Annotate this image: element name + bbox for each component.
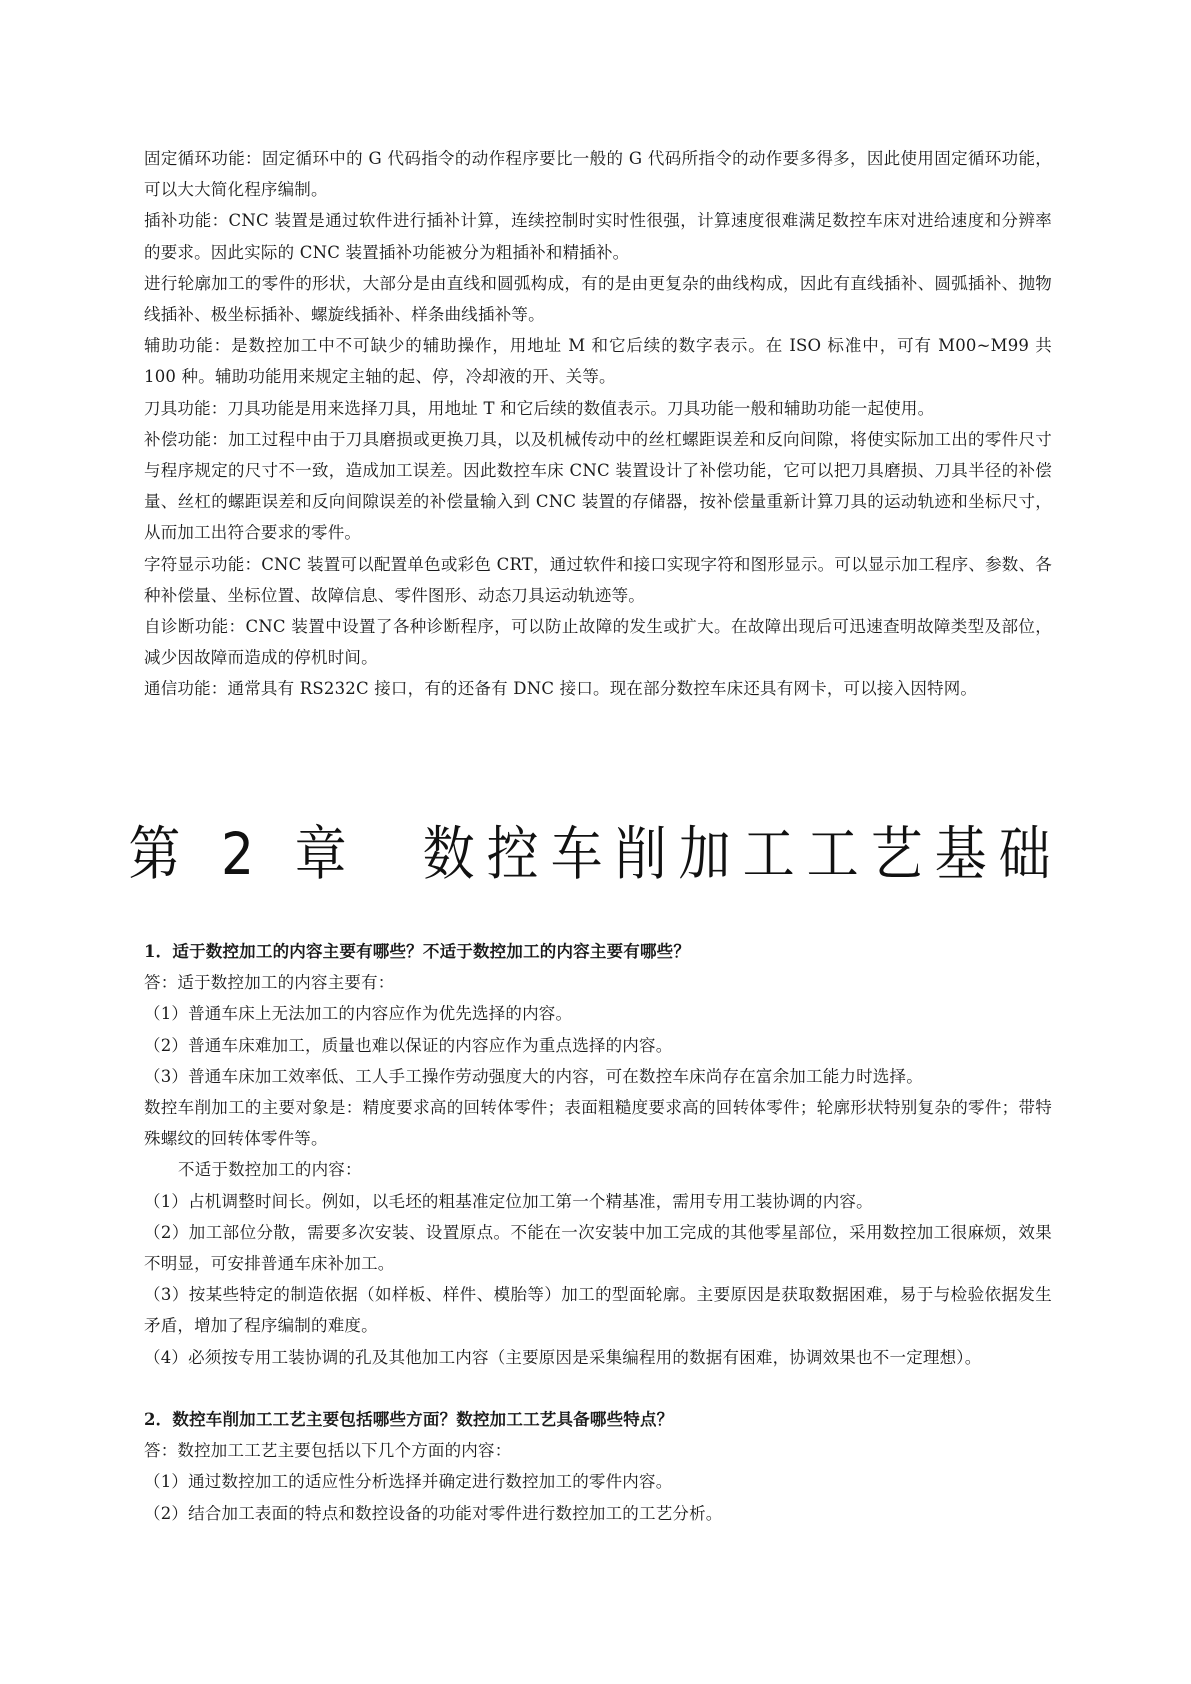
paragraph-compensation: 补偿功能：加工过程中由于刀具磨损或更换刀具，以及机械传动中的丝杠螺距误差和反向间隙，将使实际加工出的零件尺寸与程序规定的尺寸不一致，造成加工误差。因此数控车床 CNC 装置设计了补偿功能，它可以把刀具磨损、刀具半径的补偿量、丝杠的螺距误差和反向间隙误差的补偿量输入到 CNC 装置的存储器，按补偿量重新计算刀具的运动轨迹和坐标尺寸，从而加工出符合要求的零件。 (144, 429, 1052, 543)
paragraph-tool-function: 刀具功能：刀具功能是用来选择刀具，用地址 T 和它后续的数值表示。刀具功能一般和辅助功能一起使用。 (144, 398, 935, 418)
paragraph-communication: 通信功能：通常具有 RS232C 接口，有的还备有 DNC 接口。现在部分数控车床还具有网卡，可以接入因特网。 (144, 679, 978, 699)
suitable-item: （1）普通车床上无法加工的内容应作为优先选择的内容。 (144, 1004, 573, 1024)
unsuitable-item: （3）按某些特定的制造依据（如样板、样件、模胎等）加工的型面轮廓。主要原因是获取数据困难，易于与检验依据发生矛盾，增加了程序编制的难度。 (144, 1285, 1052, 1336)
suitable-item: （3）普通车床加工效率低、工人手工操作劳动强度大的内容，可在数控车床尚存在富余加工能力时选择。 (144, 1066, 923, 1086)
process-item: （1）通过数控加工的适应性分析选择并确定进行数控加工的零件内容。 (144, 1472, 673, 1492)
unsuitable-item: （1）占机调整时间长。例如，以毛坯的粗基准定位加工第一个精基准，需用专用工装协调的内容。 (144, 1191, 873, 1211)
main-objects-paragraph: 数控车削加工的主要对象是：精度要求高的回转体零件；表面粗糙度要求高的回转体零件；轮廓形状特别复杂的零件；带特殊螺纹的回转体零件等。 (144, 1098, 1052, 1149)
question-2-heading: 2．数控车削加工工艺主要包括哪些方面？数控加工工艺具备哪些特点？ (144, 1410, 674, 1429)
question-1-heading: 1．适于数控加工的内容主要有哪些？不适于数控加工的内容主要有哪些？ (144, 942, 691, 961)
paragraph-contour-machining: 进行轮廓加工的零件的形状，大部分是由直线和圆弧构成，有的是由更复杂的曲线构成，因此有直线插补、圆弧插补、抛物线插补、极坐标插补、螺旋线插补、样条曲线插补等。 (144, 273, 1052, 325)
question-2-section (144, 1404, 1052, 1529)
chapter-title: 第 2 章 数控车削加工工艺基础 (128, 821, 1063, 889)
process-item: （2）结合加工表面的特点和数控设备的功能对零件进行数控加工的工艺分析。 (144, 1503, 723, 1523)
paragraph-auxiliary-function: 辅助功能：是数控加工中不可缺少的辅助操作，用地址 M 和它后续的数字表示。在 ISO 标准中，可有 M00~M99 共 100 种。辅助功能用来规定主轴的起、停，冷却液的开、关等。 (144, 336, 1052, 387)
unsuitable-item: （2）加工部位分散，需要多次安装、设置原点。不能在一次安装中加工完成的其他零星部位，采用数控加工很麻烦，效果不明显，可安排普通车床补加工。 (144, 1222, 1052, 1274)
answer-1-intro: 答：适于数控加工的内容主要有： (144, 973, 395, 993)
paragraph-interpolation: 插补功能：CNC 装置是通过软件进行插补计算，连续控制时实时性很强，计算速度很难满足数控车床对进给速度和分辨率的要求。因此实际的 CNC 装置插补功能被分为粗插补和精插补。 (144, 211, 1052, 262)
unsuitable-intro: 不适于数控加工的内容： (178, 1160, 362, 1180)
paragraph-self-diagnosis: 自诊断功能：CNC 装置中设置了各种诊断程序，可以防止故障的发生或扩大。在故障出现后可迅速查明故障类型及部位，减少因故障而造成的停机时间。 (144, 617, 1052, 668)
unsuitable-item: （4）必须按专用工装协调的孔及其他加工内容（主要原因是采集编程用的数据有困难，协调效果也不一定理想）。 (144, 1347, 982, 1367)
paragraph-character-display: 字符显示功能：CNC 装置可以配置单色或彩色 CRT，通过软件和接口实现字符和图形显示。可以显示加工程序、参数、各种补偿量、坐标位置、故障信息、零件图形、动态刀具运动轨迹等。 (144, 554, 1052, 605)
paragraph-fixed-cycle: 固定循环功能：固定循环中的 G 代码指令的动作程序要比一般的 G 代码所指令的动作要多得多，因此使用固定循环功能，可以大大简化程序编制。 (144, 149, 1052, 200)
function-descriptions (144, 143, 1052, 705)
question-1-section (144, 936, 1052, 1373)
suitable-item: （2）普通车床难加工，质量也难以保证的内容应作为重点选择的内容。 (144, 1035, 673, 1055)
answer-2-intro: 答：数控加工工艺主要包括以下几个方面的内容： (144, 1441, 512, 1461)
